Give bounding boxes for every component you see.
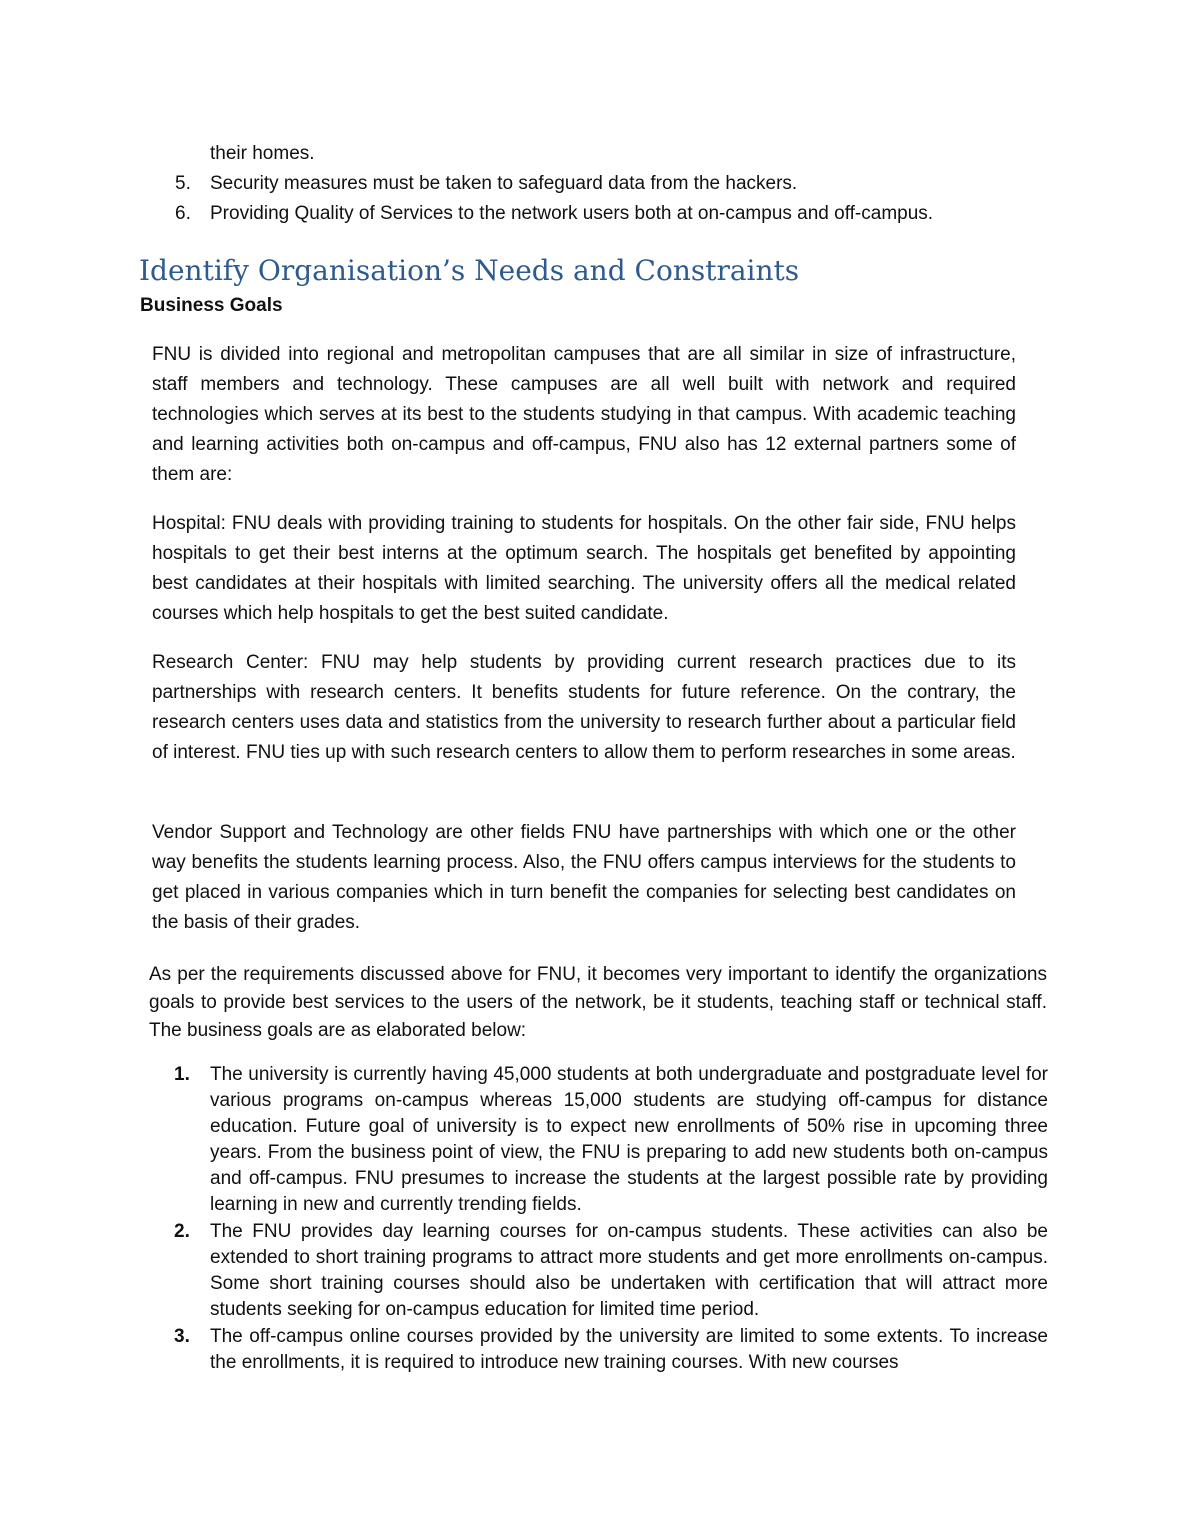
list-item-number: 5. [175, 173, 191, 194]
section-heading: Identify Organisation’s Needs and Constraints [139, 254, 800, 287]
goal-text: The off-campus online courses provided by the university are limited to some extents. To increase the enrollments, it is required to introduce new training courses. With new courses [210, 1326, 1048, 1373]
goal-number: 2. [174, 1221, 190, 1242]
paragraph-research-center: Research Center: FNU may help students by providing current research practices due to its partnerships with research centers. It benefits students for future reference. On the contrary, the research centers uses data and statistics from the university to research further about a particular field of interest. FNU ties up with such research centers to allow them to perform researches in some areas. [152, 652, 1016, 763]
goal-text: The university is currently having 45,000 students at both undergraduate and postgraduate level for various programs on-campus whereas 15,000 students are studying off-campus for distance education. Future goal of university is to expect new enrollments of 50% rise in upcoming three years. From the business point of view, the FNU is preparing to add new students both on-campus and off-campus. FNU presumes to increase the students at the largest possible rate by providing learning in new and currently trending fields. [210, 1064, 1048, 1215]
paragraph-fnu-campuses: FNU is divided into regional and metropolitan campuses that are all similar in size of infrastructure, staff members and technology. These campuses are all well built with network and required technologies which serves at its best to the students studying in that campus. With academic teaching and learning activities both on-campus and off-campus, FNU also has 12 external partners some of them are: [152, 344, 1016, 485]
section-subheading: Business Goals [140, 295, 283, 316]
list-continuation-text: their homes. [210, 143, 315, 164]
list-item-number: 6. [175, 203, 191, 224]
goal-text: The FNU provides day learning courses for on-campus students. These activities can also be extended to short training programs to attract more students and get more enrollments on-campus. Some short training courses should also be undertaken with certification that will attract more students seeking for on-campus education for limited time period. [210, 1221, 1048, 1320]
list-item-text: Security measures must be taken to safeguard data from the hackers. [210, 173, 798, 194]
paragraph-vendor-support: Vendor Support and Technology are other fields FNU have partnerships with which one or the other way benefits the students learning process. Also, the FNU offers campus interviews for the students to get placed in various companies which in turn benefit the companies for selecting best candidates on the basis of their grades. [152, 822, 1016, 933]
paragraph-intro: As per the requirements discussed above for FNU, it becomes very important to identify the organizations goals to provide best services to the users of the network, be it students, teaching staff or technical staff. The business goals are as elaborated below: [149, 964, 1047, 1041]
list-item-text: Providing Quality of Services to the network users both at on-campus and off-campus. [210, 203, 934, 224]
paragraph-hospital: Hospital: FNU deals with providing training to students for hospitals. On the other fair side, FNU helps hospitals to get their best interns at the optimum search. The hospitals get benefited by appointing best candidates at their hospitals with limited searching. The university offers all the medical related courses which help hospitals to get the best suited candidate. [152, 513, 1016, 624]
goal-number: 1. [174, 1064, 190, 1085]
goal-number: 3. [174, 1326, 190, 1347]
